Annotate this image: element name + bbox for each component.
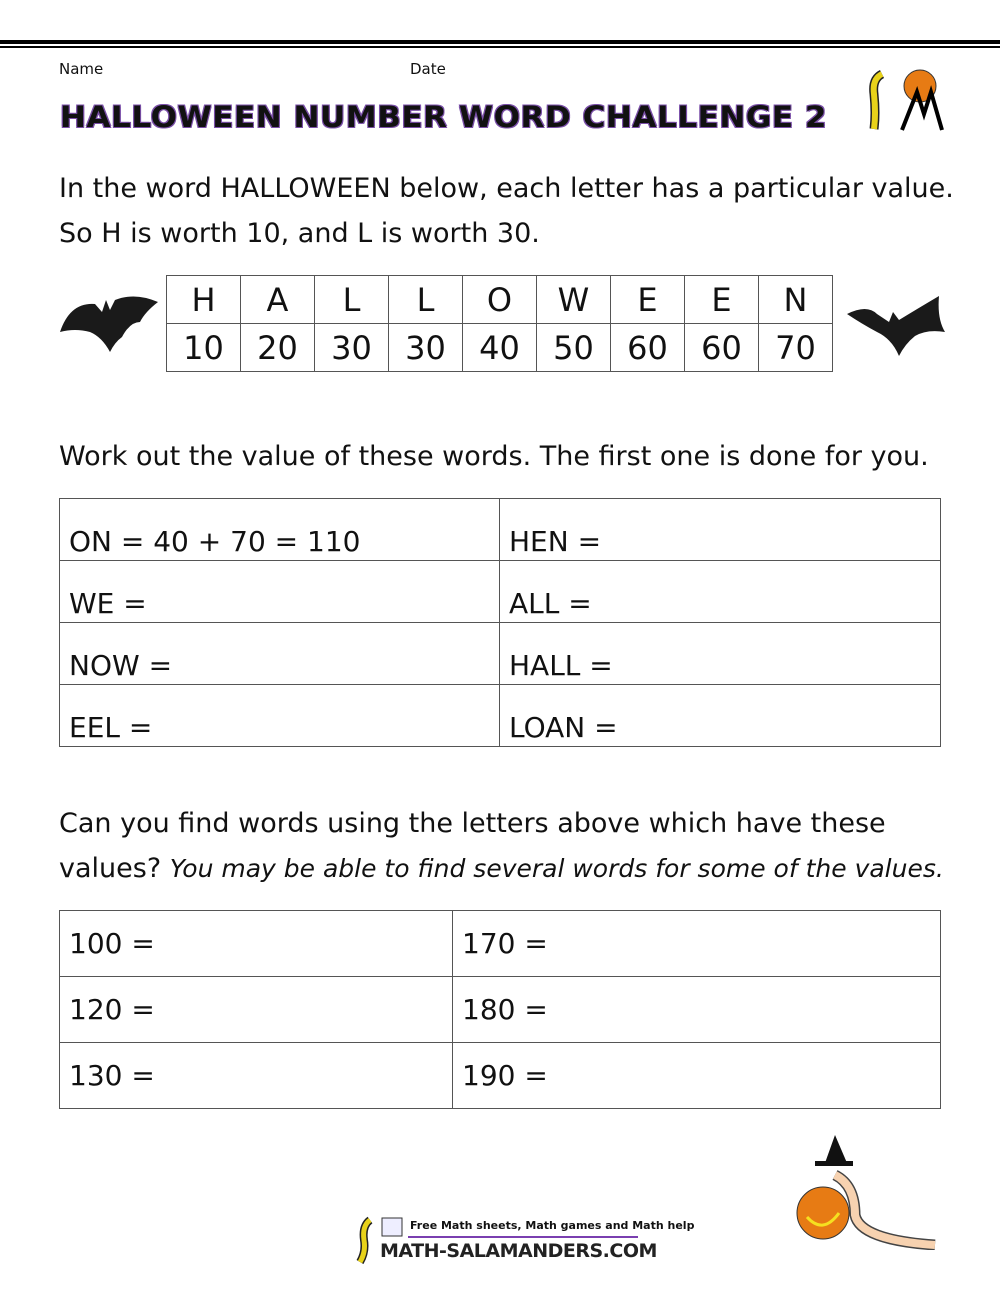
letter-cell: E [685,276,759,324]
value-cell: 30 [389,324,463,372]
value-answer-cell[interactable]: 100 = [60,911,453,977]
letter-cell: E [611,276,685,324]
bat-icon [60,292,160,354]
table-row [60,623,941,685]
letter-cell: N [759,276,833,324]
letter-cell: A [241,276,315,324]
word-answer-cell[interactable]: ON = 40 + 70 = 110 [60,499,500,561]
page-title: HALLOWEEN NUMBER WORD CHALLENGE 2 [60,100,828,134]
witch-salamander-pumpkin-icon [795,1135,940,1250]
footer-divider [408,1236,638,1238]
word-answer-cell[interactable]: WE = [60,561,500,623]
section1-instruction: Work out the value of these words. The first one is done for you. [59,441,929,472]
letter-cell: H [167,276,241,324]
value-answer-cell[interactable]: 130 = [60,1043,453,1109]
value-answer-cell[interactable]: 190 = [453,1043,941,1109]
section2-prefix: values? [59,853,162,884]
table-row [60,499,941,561]
word-answer-cell[interactable]: HEN = [500,499,941,561]
value-cell: 60 [611,324,685,372]
value-cell: 70 [759,324,833,372]
word-value-table [59,498,941,747]
letter-cell: O [463,276,537,324]
word-answer-cell[interactable]: NOW = [60,623,500,685]
letter-cell: W [537,276,611,324]
footer-tagline: Free Math sheets, Math games and Math help [410,1219,695,1232]
letter-value-table [166,275,833,372]
section2-italic-note: You may be able to find several words for some of the values. [169,854,944,883]
word-answer-cell[interactable]: EEL = [60,685,500,747]
find-words-table [59,910,941,1109]
word-answer-cell[interactable]: ALL = [500,561,941,623]
value-answer-cell[interactable]: 180 = [453,977,941,1043]
value-row [167,324,833,372]
value-cell: 20 [241,324,315,372]
intro-line-2: So H is worth 10, and L is worth 30. [59,218,540,249]
name-label: Name [59,60,104,78]
letter-cell: L [315,276,389,324]
word-answer-cell[interactable]: LOAN = [500,685,941,747]
table-row [60,561,941,623]
table-row [60,911,941,977]
top-rule [0,40,1000,44]
date-label: Date [410,60,446,78]
bat-icon [847,294,947,356]
value-cell: 30 [315,324,389,372]
top-rule-thin [0,46,1000,48]
table-row [60,977,941,1043]
value-answer-cell[interactable]: 170 = [453,911,941,977]
word-answer-cell[interactable]: HALL = [500,623,941,685]
intro-line-1: In the word HALLOWEEN below, each letter has a particular value. [59,173,954,204]
table-row [60,685,941,747]
value-cell: 10 [167,324,241,372]
letter-cell: L [389,276,463,324]
salamander-logo-icon [862,64,944,132]
value-cell: 60 [685,324,759,372]
value-cell: 40 [463,324,537,372]
section2-line-1: Can you find words using the letters above which have these [59,808,886,839]
footer-logo-text: MATH-SALAMANDERS.COM [380,1240,657,1262]
value-answer-cell[interactable]: 120 = [60,977,453,1043]
table-row [60,1043,941,1109]
value-cell: 50 [537,324,611,372]
letter-row [167,276,833,324]
section2-line-2 [59,846,944,892]
